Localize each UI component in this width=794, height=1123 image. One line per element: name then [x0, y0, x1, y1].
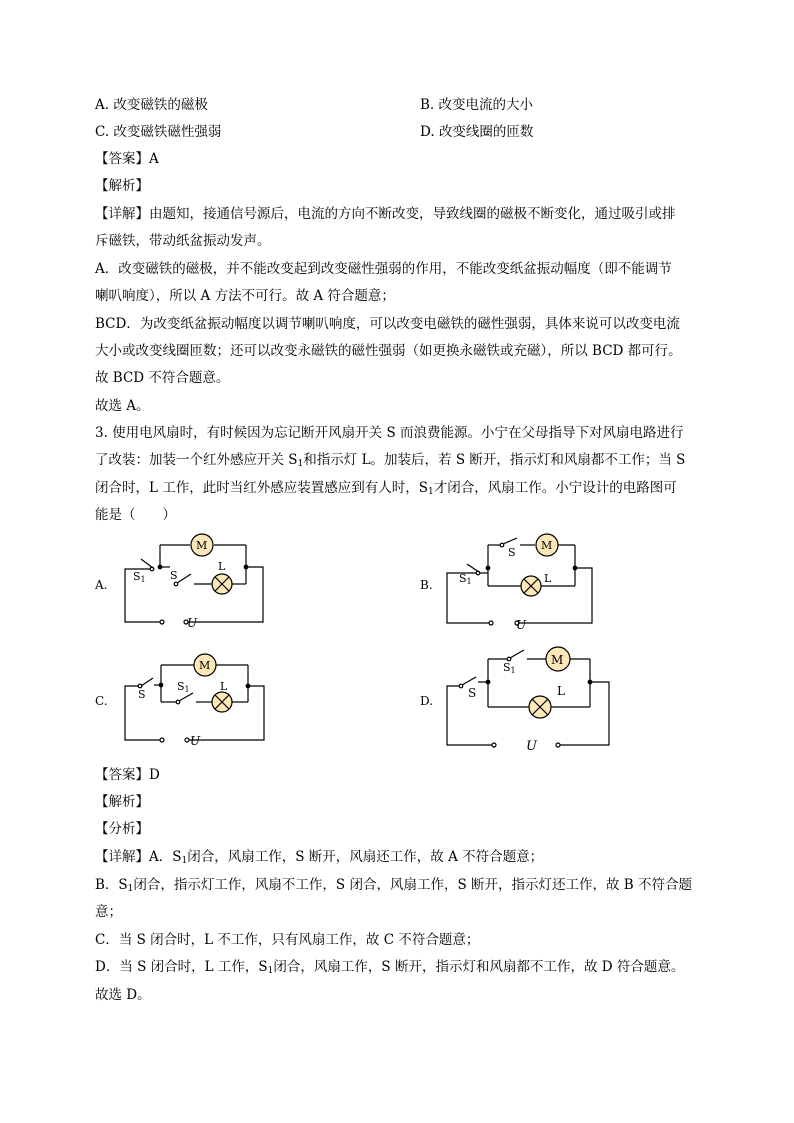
label-s-b: S	[508, 546, 516, 559]
motor-label-d: M	[551, 653, 564, 667]
lamp-label-b: L	[544, 572, 552, 585]
q3-stem-line3-a: 闭合时，L 工作，此时当红外感应装置感应到有人时，S	[95, 480, 429, 496]
subscript-1: 1	[428, 487, 434, 497]
lamp-label-d: L	[557, 684, 565, 698]
option-a: A. 改变磁铁的磁极	[95, 97, 208, 113]
detail-q3-line4: C．当 S 闭合时，L 不工作，只有风扇工作，故 C 不符合题意；	[95, 932, 480, 948]
detail-q3-line1-a: 【详解】A．S	[95, 849, 182, 865]
q3-stem-line3-b: 才闭合，风扇工作。小宁设计的电路图可	[433, 480, 677, 496]
option-b: B. 改变电流的大小	[420, 97, 534, 113]
circuit-d	[420, 647, 609, 754]
detail-q3-line2-b: 闭合，指示灯工作，风扇不工作，S 闭合，风扇工作，S 断开，指示灯还工作，故 B 不符合题	[133, 877, 692, 893]
detail-q2-line1: 【详解】由题知，接通信号源后，电流的方向不断改变，导致线圈的磁极不断变化，通过吸引或排	[95, 206, 676, 222]
fenxi-heading-q3: 【分析】	[95, 821, 149, 837]
detail-q3-line3: 意；	[95, 904, 122, 920]
q3-stem-line2-b: 和指示灯 L。加装后，若 S 断开，指示灯和风扇都不工作；当 S	[303, 452, 686, 468]
label-a: A.	[95, 578, 108, 592]
subscript-1: 1	[127, 884, 134, 894]
option-c: C. 改变磁铁磁性强弱	[95, 124, 222, 140]
detail-q3-line5-b: 闭合，风扇工作，S 断开，指示灯和风扇都不工作，故 D 符合题意。	[273, 959, 685, 975]
explain-a-line1: A．改变磁铁的磁极，并不能改变起到改变磁性强弱的作用，不能改变纸盆振动幅度（即不能调节	[95, 261, 672, 277]
motor-label-a: M	[196, 539, 208, 552]
label-u-c: U	[190, 734, 201, 748]
choose-q3: 故选 D。	[95, 987, 151, 1003]
q3-stem-line3	[95, 479, 677, 501]
label-s1-b: S1	[459, 572, 472, 586]
choose-q2: 故选 A。	[95, 398, 150, 414]
circuit-diagrams	[0, 530, 794, 770]
label-s-d: S	[468, 686, 477, 700]
label-s-c: S	[138, 688, 146, 701]
detail-q3-line5	[95, 958, 684, 980]
label-s1-a: S1	[133, 570, 146, 584]
answer-q2: 【答案】A	[95, 151, 159, 167]
detail-q3-line5-a: D．当 S 闭合时，L 工作，S	[95, 959, 268, 975]
circuit-c	[95, 654, 264, 748]
label-u-d: U	[526, 739, 537, 754]
lamp-label-a: L	[218, 560, 226, 573]
q3-stem-line1: 3. 使用电风扇时，有时候因为忘记断开风扇开关 S 而浪费能源。小宁在父母指导下对风扇电路进行	[95, 425, 684, 441]
detail-q3-line1-b: 闭合，风扇工作，S 断开，风扇还工作，故 A 不符合题意；	[187, 849, 544, 865]
explain-bcd-line2: 大小或改变线圈匝数；还可以改变永磁铁的磁性强弱（如更换永磁铁或充磁），所以 BCD 都可行。	[95, 343, 682, 359]
detail-q3-line1	[95, 848, 543, 870]
subscript-1: 1	[181, 856, 188, 866]
label-s1-d: S1	[503, 661, 516, 675]
explain-a-line2: 喇叭响度），所以 A 方法不可行。故 A 符合题意；	[95, 288, 395, 304]
detail-q3-line2	[95, 876, 692, 898]
subscript-1: 1	[267, 966, 274, 976]
q3-stem-line2-a: 了改装：加装一个红外感应开关 S	[95, 452, 298, 468]
label-s-a: S	[170, 569, 178, 582]
label-d: D.	[420, 694, 434, 708]
motor-label-c: M	[199, 659, 211, 672]
label-u-b: U	[516, 618, 527, 632]
circuit-a	[94, 534, 263, 630]
lamp-label-c: L	[220, 680, 228, 693]
q3-stem-line2	[95, 451, 685, 473]
explain-bcd-line3: 故 BCD 不符合题意。	[95, 370, 230, 386]
analysis-heading-q2: 【解析】	[95, 178, 149, 194]
circuit-b	[420, 534, 592, 632]
motor-label-b: M	[541, 539, 553, 552]
label-u-a: U	[187, 616, 198, 630]
explain-bcd-line1: BCD．为改变纸盆振动幅度以调节喇叭响度，可以改变电磁铁的磁性强弱，具体来说可以改变电流	[95, 316, 680, 332]
detail-q2-line2: 斥磁铁，带动纸盆振动发声。	[95, 233, 271, 249]
label-c: C.	[95, 694, 108, 708]
answer-q3: 【答案】D	[95, 767, 160, 783]
option-d: D. 改变线圈的匝数	[420, 124, 534, 140]
label-s1-c: S1	[177, 680, 190, 694]
subscript-1: 1	[297, 459, 304, 469]
label-b: B.	[420, 578, 433, 592]
q3-stem-line4: 能是（ ）	[95, 507, 176, 523]
analysis-heading-q3: 【解析】	[95, 794, 149, 810]
detail-q3-line2-a: B．S	[95, 877, 128, 893]
